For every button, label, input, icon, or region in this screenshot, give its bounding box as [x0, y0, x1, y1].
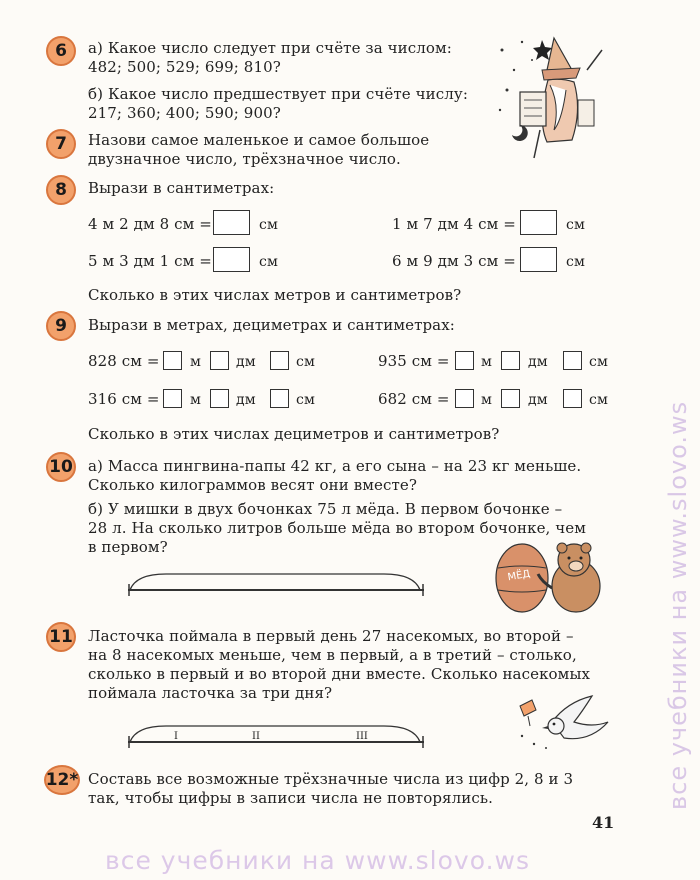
task-8-expr-3: 5 м 3 дм 1 см = [88, 252, 212, 270]
honey-label: МЁД [506, 568, 532, 584]
task-11-line3: сколько в первый и во второй дни вместе. Сколько насекомых [88, 665, 591, 683]
task-9-box-dm-2[interactable] [501, 351, 520, 370]
task-11-badge: 11 [46, 622, 76, 652]
task-9-badge: 9 [46, 311, 76, 341]
task-10-a-line1: а) Масса пингвина-папы 42 кг, а его сына – на 23 кг меньше. [88, 457, 582, 475]
task-10-a-line2: Сколько килограммов весят они вместе? [88, 476, 418, 494]
task-9-unit-m-4: м [481, 392, 492, 408]
task-11-segment-label-3: III [356, 731, 368, 742]
task-9-box-cm-3[interactable] [270, 389, 289, 408]
task-11-segment-label-2: II [252, 731, 260, 742]
task-9-box-m-2[interactable] [455, 351, 474, 370]
task-9-unit-dm-4: дм [528, 392, 548, 408]
task-7-badge: 7 [46, 129, 76, 159]
task-9-box-dm-3[interactable] [210, 389, 229, 408]
task-8-answer-box-3[interactable] [213, 247, 250, 272]
task-8-unit-2: см [566, 217, 585, 233]
task-10-b-line2: 28 л. На сколько литров больше мёда во втором бочонке, чем [88, 519, 587, 537]
task-11-segment-label-1: I [174, 731, 178, 742]
task-8-answer-box-2[interactable] [520, 210, 557, 235]
task-9-box-m-3[interactable] [163, 389, 182, 408]
task-9-box-cm-4[interactable] [563, 389, 582, 408]
task-9-box-cm-2[interactable] [563, 351, 582, 370]
task-12-line1: Составь все возможные трёхзначные числа из цифр 2, 8 и 3 [88, 770, 574, 788]
task-9-title: Вырази в метрах, дециметрах и сантиметрах: [88, 316, 455, 334]
task-9-box-cm-1[interactable] [270, 351, 289, 370]
task-8-badge: 8 [46, 175, 76, 205]
task-8-unit-3: см [259, 254, 278, 270]
task-9-unit-m-3: м [190, 392, 201, 408]
task-6-b-line2: 217; 360; 400; 590; 900? [88, 104, 281, 122]
task-7-line2: двузначное число, трёхзначное число. [88, 150, 401, 168]
task-11-line2: на 8 насекомых меньше, чем в первый, а в третий – столько, [88, 646, 577, 664]
task-9-box-dm-1[interactable] [210, 351, 229, 370]
page-number: 41 [592, 813, 615, 832]
wizard-illustration [492, 30, 622, 165]
task-9-unit-dm-3: дм [236, 392, 256, 408]
task-10-b-line1: б) У мишки в двух бочонках 75 л мёда. В первом бочонке – [88, 500, 563, 518]
task-9-expr-2: 935 см = [378, 352, 450, 370]
swallow-illustration [512, 692, 612, 756]
task-9-unit-m-1: м [190, 354, 201, 370]
task-8-answer-box-1[interactable] [213, 210, 250, 235]
task-9-unit-dm-2: дм [528, 354, 548, 370]
task-10-b-line3: в первом? [88, 538, 168, 556]
task-8-expr-2: 1 м 7 дм 4 см = [392, 215, 516, 233]
task-8-unit-1: см [259, 217, 278, 233]
task-8-expr-1: 4 м 2 дм 8 см = [88, 215, 212, 233]
task-9-box-m-4[interactable] [455, 389, 474, 408]
task-11-segment-diagram [126, 720, 426, 754]
task-9-expr-4: 682 см = [378, 390, 450, 408]
task-9-question: Сколько в этих числах дециметров и сантиметров? [88, 425, 500, 443]
task-9-unit-cm-3: см [296, 392, 315, 408]
task-11-line1: Ласточка поймала в первый день 27 насекомых, во второй – [88, 627, 574, 645]
task-11-line4: поймала ласточка за три дня? [88, 684, 333, 702]
task-12-badge: 12* [44, 765, 80, 795]
task-9-unit-m-2: м [481, 354, 492, 370]
task-6-badge: 6 [46, 36, 76, 66]
bear-honey-illustration [492, 538, 612, 616]
task-9-unit-dm-1: дм [236, 354, 256, 370]
task-6-b-line1: б) Какое число предшествует при счёте числу: [88, 85, 468, 103]
task-9-box-dm-4[interactable] [501, 389, 520, 408]
task-9-expr-1: 828 см = [88, 352, 160, 370]
task-8-question: Сколько в этих числах метров и сантиметров? [88, 286, 462, 304]
task-8-answer-box-4[interactable] [520, 247, 557, 272]
task-10-segment-diagram [126, 568, 426, 598]
task-9-box-m-1[interactable] [163, 351, 182, 370]
task-12-line2: так, чтобы цифры в записи числа не повторялись. [88, 789, 493, 807]
task-10-badge: 10 [46, 452, 76, 482]
task-8-title: Вырази в сантиметрах: [88, 179, 275, 197]
task-6-a-line2: 482; 500; 529; 699; 810? [88, 58, 281, 76]
task-6-a-line1: а) Какое число следует при счёте за числом: [88, 39, 452, 57]
task-8-expr-4: 6 м 9 дм 3 см = [392, 252, 516, 270]
task-9-unit-cm-4: см [589, 392, 608, 408]
task-9-unit-cm-1: см [296, 354, 315, 370]
watermark-bottom: все учебники на www.slovo.ws [105, 846, 530, 875]
task-9-expr-3: 316 см = [88, 390, 160, 408]
star-decoration [521, 735, 547, 749]
task-9-unit-cm-2: см [589, 354, 608, 370]
task-8-unit-4: см [566, 254, 585, 270]
task-7-line1: Назови самое маленькое и самое большое [88, 131, 430, 149]
watermark-side: все учебники на www.slovo.ws [664, 400, 692, 810]
